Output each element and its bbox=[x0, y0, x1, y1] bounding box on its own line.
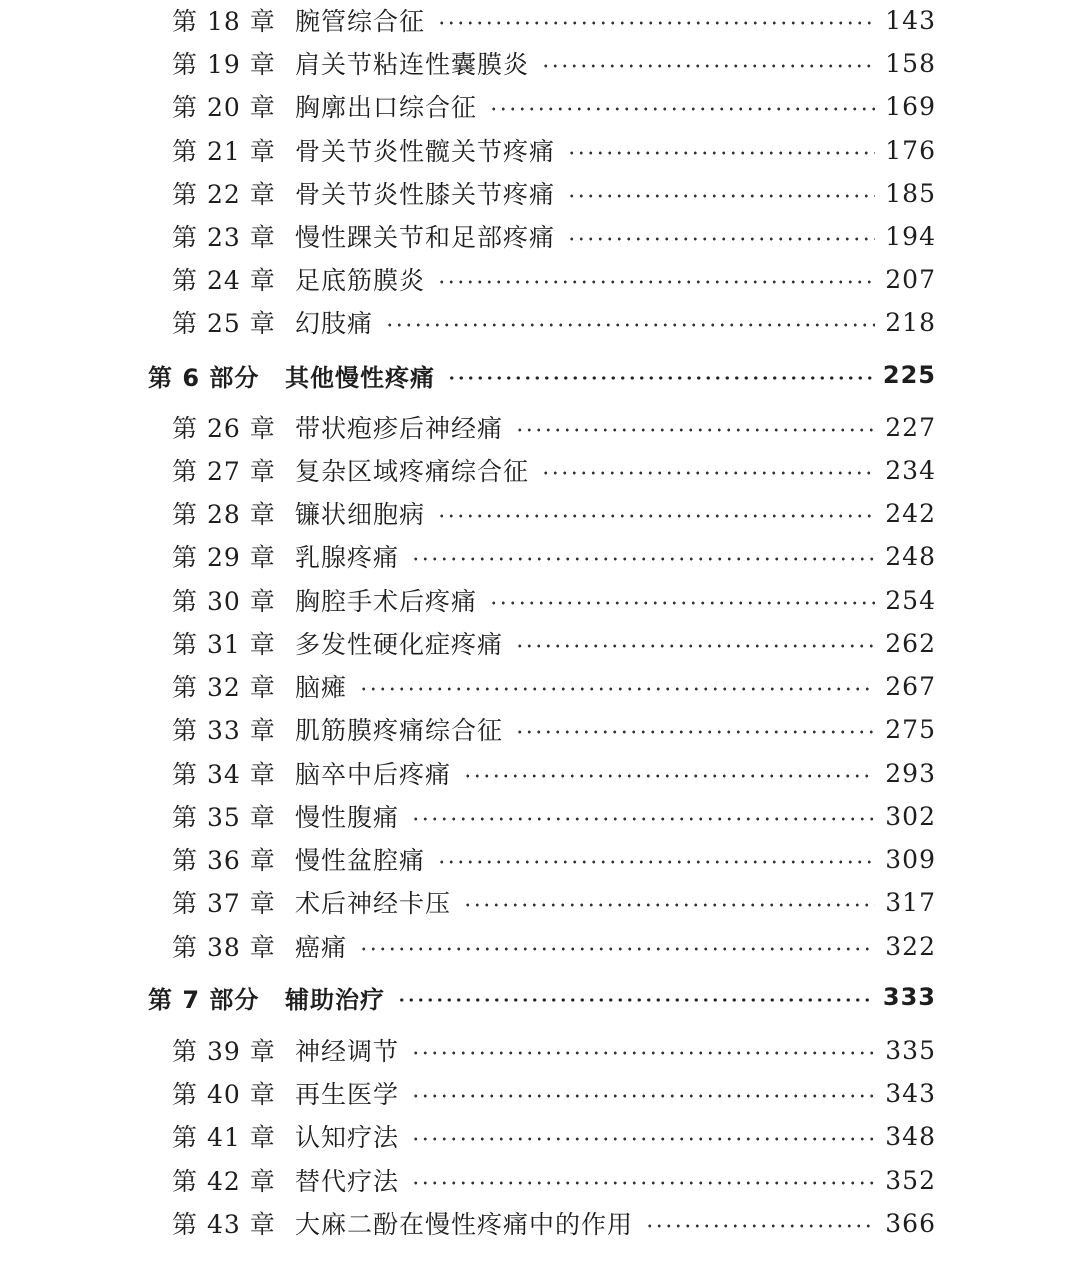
page-number: 348 bbox=[885, 1121, 936, 1151]
dot-leader bbox=[411, 1137, 875, 1141]
chapter-title: 乳腺疼痛 bbox=[295, 543, 400, 572]
page-number: 275 bbox=[885, 714, 936, 744]
dot-leader bbox=[463, 774, 875, 778]
toc-entry bbox=[172, 796, 936, 836]
part-title: 辅助治疗 bbox=[285, 985, 385, 1014]
toc-part-heading bbox=[148, 355, 936, 395]
dot-leader bbox=[397, 998, 873, 1002]
chapter-number: 第 42 章 bbox=[172, 1167, 276, 1196]
dot-leader bbox=[411, 817, 875, 821]
toc-entry bbox=[172, 407, 936, 447]
dot-leader bbox=[567, 194, 875, 198]
page-number: 293 bbox=[885, 758, 936, 788]
dot-leader bbox=[567, 237, 875, 241]
chapter-title: 脑卒中后疼痛 bbox=[295, 760, 452, 789]
chapter-title: 带状疱疹后神经痛 bbox=[295, 414, 504, 443]
page-number: 143 bbox=[885, 5, 936, 35]
page-number: 366 bbox=[885, 1208, 936, 1238]
page-number: 242 bbox=[885, 498, 936, 528]
page-number: 352 bbox=[885, 1165, 936, 1195]
dot-leader bbox=[437, 21, 875, 25]
dot-leader bbox=[359, 687, 875, 691]
chapter-title: 幻肢痛 bbox=[295, 309, 374, 338]
toc-entry bbox=[172, 302, 936, 342]
toc-entry bbox=[172, 1203, 936, 1243]
page-number: 333 bbox=[882, 983, 936, 1011]
dot-leader bbox=[437, 860, 875, 864]
dot-leader bbox=[489, 601, 875, 605]
toc-entry bbox=[172, 1073, 936, 1113]
dot-leader bbox=[489, 107, 875, 111]
page-number: 225 bbox=[882, 361, 936, 389]
toc-entry bbox=[172, 1030, 936, 1070]
toc-entry bbox=[172, 666, 936, 706]
chapter-number: 第 26 章 bbox=[172, 414, 276, 443]
chapter-title: 肌筋膜疼痛综合征 bbox=[295, 716, 504, 745]
chapter-number: 第 43 章 bbox=[172, 1210, 276, 1239]
toc-entry bbox=[172, 130, 936, 170]
chapter-title: 胸廓出口综合征 bbox=[295, 93, 478, 122]
toc-entry bbox=[172, 753, 936, 793]
page-number: 317 bbox=[885, 887, 936, 917]
part-number: 第 6 部分 bbox=[148, 363, 260, 392]
page-number: 309 bbox=[885, 844, 936, 874]
toc-entry bbox=[172, 0, 936, 40]
dot-leader bbox=[515, 644, 875, 648]
toc-entry bbox=[172, 493, 936, 533]
chapter-number: 第 27 章 bbox=[172, 457, 276, 486]
chapter-number: 第 24 章 bbox=[172, 266, 276, 295]
chapter-title: 腕管综合征 bbox=[295, 7, 426, 36]
dot-leader bbox=[567, 151, 875, 155]
chapter-number: 第 22 章 bbox=[172, 180, 276, 209]
chapter-title: 慢性盆腔痛 bbox=[295, 846, 426, 875]
page-number: 185 bbox=[885, 178, 936, 208]
chapter-title: 神经调节 bbox=[295, 1037, 400, 1066]
chapter-title: 复杂区域疼痛综合征 bbox=[295, 457, 530, 486]
chapter-number: 第 31 章 bbox=[172, 630, 276, 659]
chapter-number: 第 29 章 bbox=[172, 543, 276, 572]
dot-leader bbox=[411, 557, 875, 561]
part-number: 第 7 部分 bbox=[148, 985, 260, 1014]
chapter-number: 第 34 章 bbox=[172, 760, 276, 789]
page-number: 194 bbox=[885, 221, 936, 251]
dot-leader bbox=[645, 1224, 875, 1228]
toc-entry bbox=[172, 1116, 936, 1156]
dot-leader bbox=[515, 428, 875, 432]
dot-leader bbox=[541, 64, 875, 68]
chapter-number: 第 28 章 bbox=[172, 500, 276, 529]
dot-leader bbox=[359, 947, 875, 951]
toc-entry bbox=[172, 580, 936, 620]
toc-entry bbox=[172, 86, 936, 126]
toc-entry bbox=[172, 43, 936, 83]
page-number: 176 bbox=[885, 135, 936, 165]
chapter-number: 第 38 章 bbox=[172, 933, 276, 962]
chapter-number: 第 30 章 bbox=[172, 587, 276, 616]
chapter-title: 替代疗法 bbox=[295, 1167, 400, 1196]
dot-leader bbox=[411, 1094, 875, 1098]
chapter-number: 第 37 章 bbox=[172, 889, 276, 918]
chapter-title: 足底筋膜炎 bbox=[295, 266, 426, 295]
dot-leader bbox=[411, 1051, 875, 1055]
toc-entry bbox=[172, 450, 936, 490]
toc-part-heading bbox=[148, 977, 936, 1017]
toc-entry bbox=[172, 926, 936, 966]
toc-entry bbox=[172, 623, 936, 663]
dot-leader bbox=[541, 471, 875, 475]
toc-entry bbox=[172, 259, 936, 299]
page-number: 267 bbox=[885, 671, 936, 701]
chapter-number: 第 23 章 bbox=[172, 223, 276, 252]
chapter-number: 第 33 章 bbox=[172, 716, 276, 745]
page-number: 227 bbox=[885, 412, 936, 442]
toc-entry bbox=[172, 839, 936, 879]
chapter-number: 第 18 章 bbox=[172, 7, 276, 36]
page-number: 218 bbox=[885, 307, 936, 337]
chapter-number: 第 25 章 bbox=[172, 309, 276, 338]
chapter-number: 第 41 章 bbox=[172, 1123, 276, 1152]
chapter-title: 镰状细胞病 bbox=[295, 500, 426, 529]
page-number: 234 bbox=[885, 455, 936, 485]
dot-leader bbox=[463, 903, 875, 907]
dot-leader bbox=[447, 376, 873, 380]
chapter-title: 多发性硬化症疼痛 bbox=[295, 630, 504, 659]
toc-entry bbox=[172, 709, 936, 749]
chapter-title: 术后神经卡压 bbox=[295, 889, 452, 918]
toc-entry bbox=[172, 216, 936, 256]
chapter-number: 第 19 章 bbox=[172, 50, 276, 79]
page-number: 248 bbox=[885, 541, 936, 571]
page-number: 254 bbox=[885, 585, 936, 615]
page-number: 322 bbox=[885, 931, 936, 961]
chapter-title: 脑瘫 bbox=[295, 673, 348, 702]
chapter-number: 第 35 章 bbox=[172, 803, 276, 832]
chapter-title: 肩关节粘连性囊膜炎 bbox=[295, 50, 530, 79]
chapter-title: 慢性踝关节和足部疼痛 bbox=[295, 223, 556, 252]
page-number: 343 bbox=[885, 1078, 936, 1108]
dot-leader bbox=[385, 323, 875, 327]
chapter-number: 第 36 章 bbox=[172, 846, 276, 875]
chapter-title: 再生医学 bbox=[295, 1080, 400, 1109]
page-number: 158 bbox=[885, 48, 936, 78]
toc-entry bbox=[172, 536, 936, 576]
toc-entry bbox=[172, 1160, 936, 1200]
toc-entry bbox=[172, 882, 936, 922]
page-number: 262 bbox=[885, 628, 936, 658]
chapter-title: 癌痛 bbox=[295, 933, 348, 962]
chapter-number: 第 39 章 bbox=[172, 1037, 276, 1066]
chapter-number: 第 40 章 bbox=[172, 1080, 276, 1109]
chapter-number: 第 32 章 bbox=[172, 673, 276, 702]
chapter-title: 慢性腹痛 bbox=[295, 803, 400, 832]
dot-leader bbox=[437, 280, 875, 284]
chapter-title: 骨关节炎性髋关节疼痛 bbox=[295, 137, 556, 166]
chapter-number: 第 21 章 bbox=[172, 137, 276, 166]
chapter-number: 第 20 章 bbox=[172, 93, 276, 122]
toc-entry bbox=[172, 173, 936, 213]
chapter-title: 大麻二酚在慢性疼痛中的作用 bbox=[295, 1210, 634, 1239]
dot-leader bbox=[437, 514, 875, 518]
dot-leader bbox=[515, 730, 875, 734]
chapter-title: 胸腔手术后疼痛 bbox=[295, 587, 478, 616]
chapter-title: 骨关节炎性膝关节疼痛 bbox=[295, 180, 556, 209]
part-title: 其他慢性疼痛 bbox=[285, 363, 435, 392]
page-number: 302 bbox=[885, 801, 936, 831]
page-number: 207 bbox=[885, 264, 936, 294]
page-number: 169 bbox=[885, 91, 936, 121]
chapter-title: 认知疗法 bbox=[295, 1123, 400, 1152]
page-number: 335 bbox=[885, 1035, 936, 1065]
dot-leader bbox=[411, 1181, 875, 1185]
